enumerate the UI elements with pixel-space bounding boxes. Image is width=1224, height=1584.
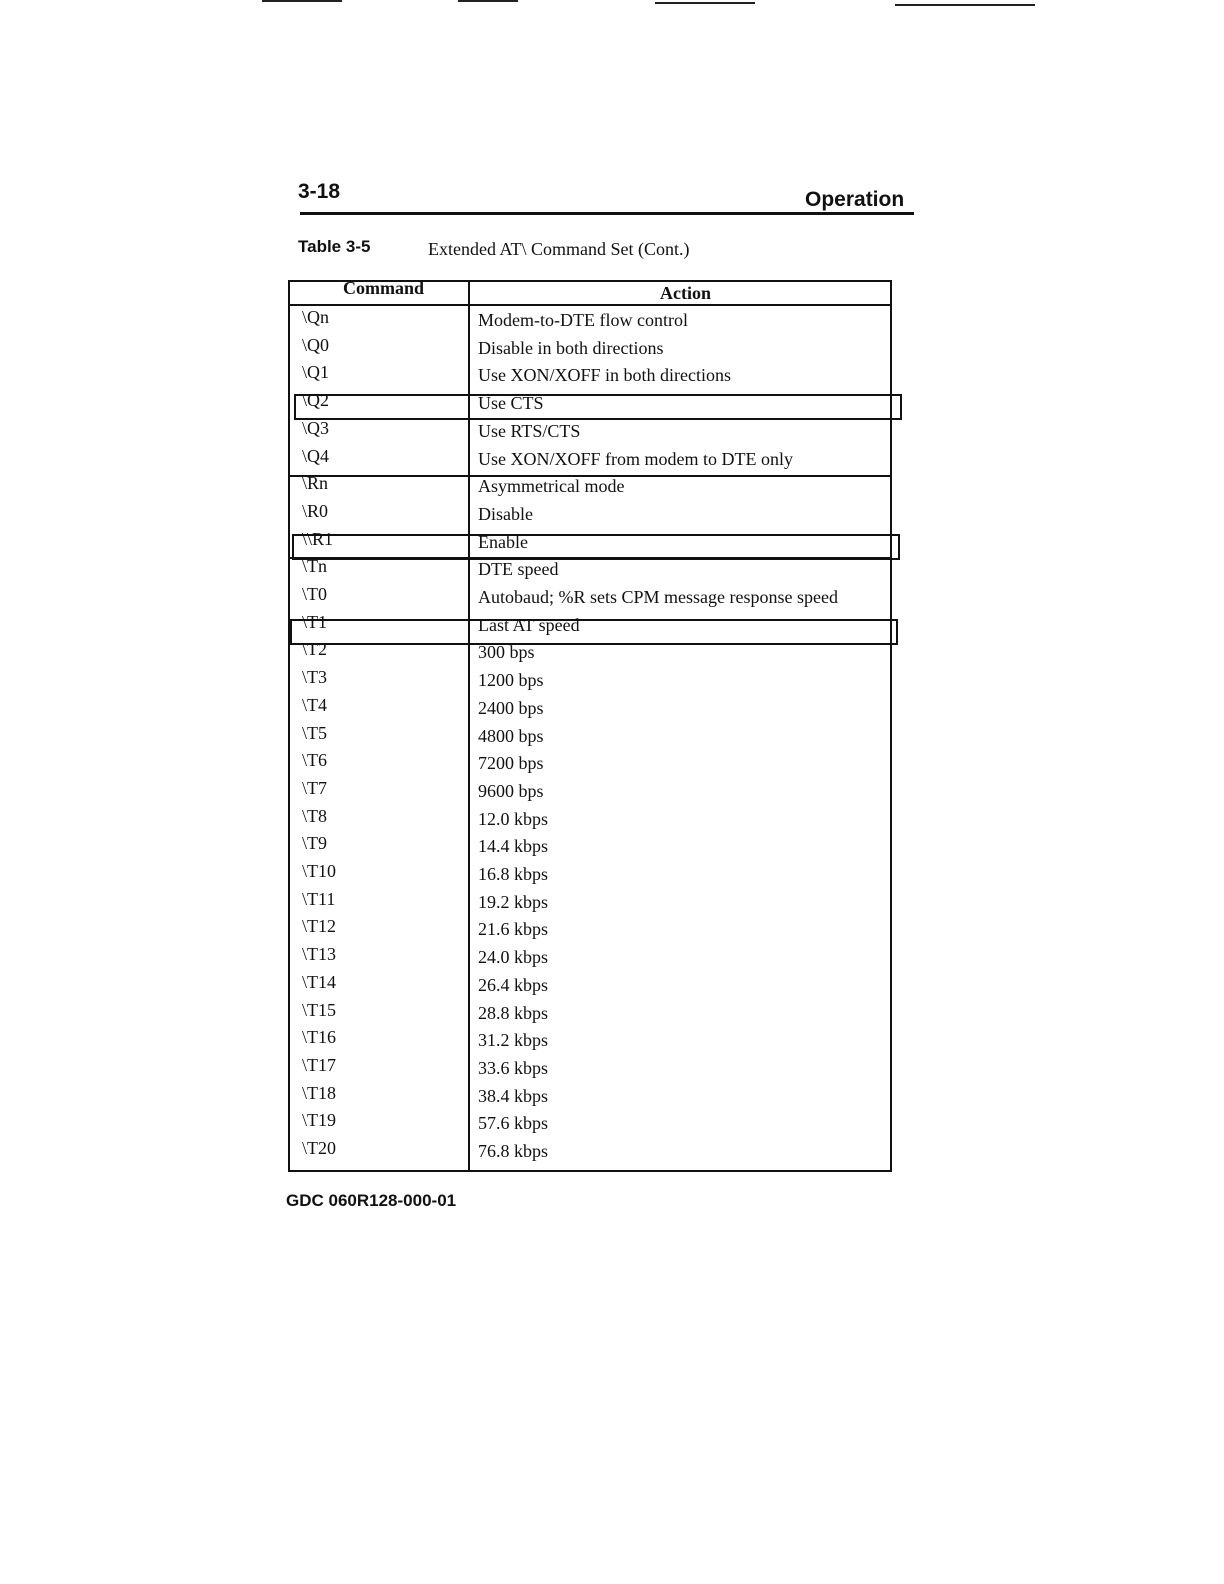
action-cell: Disable (478, 504, 533, 524)
action-cell: 1200 bps (478, 670, 544, 690)
command-cell: \Q4 (302, 446, 329, 466)
action-cell: 14.4 kbps (478, 836, 549, 856)
action-cell: 300 bps (478, 642, 535, 662)
command-cell: \R0 (302, 501, 329, 521)
action-cell: 21.6 kbps (478, 919, 549, 939)
action-cell: 16.8 kbps (478, 864, 549, 884)
action-cell: 33.6 kbps (478, 1058, 549, 1078)
action-cell: Use CTS (478, 393, 544, 413)
command-cell: \Tn (302, 556, 327, 576)
command-cell: \T15 (302, 1000, 336, 1020)
command-cell: \T4 (302, 695, 327, 715)
command-cell: \T13 (302, 944, 336, 964)
command-cell: \T2 (302, 639, 327, 659)
highlight-box (294, 394, 902, 420)
command-cell: \T5 (302, 723, 327, 743)
action-cell: 26.4 kbps (478, 975, 549, 995)
action-cell: 57.6 kbps (478, 1113, 549, 1133)
action-cell: Use XON/XOFF from modem to DTE only (478, 449, 793, 469)
command-cell: \T7 (302, 778, 327, 798)
command-cell: \T17 (302, 1055, 336, 1075)
action-cell: Autobaud; %R sets CPM message response speed (478, 587, 838, 607)
action-cell: Disable in both directions (478, 338, 664, 358)
action-cell: 76.8 kbps (478, 1141, 549, 1161)
command-cell: \T11 (302, 889, 336, 909)
action-cell: 7200 bps (478, 753, 544, 773)
document-number: GDC 060R128-000-01 (286, 1191, 457, 1210)
command-cell: \T20 (302, 1138, 336, 1158)
command-cell: \T6 (302, 750, 327, 770)
column-header-command: Command (343, 278, 425, 298)
table-label: Table 3-5 (298, 237, 371, 256)
scan-artifact (458, 0, 518, 2)
action-cell: 38.4 kbps (478, 1086, 549, 1106)
command-cell: \T14 (302, 972, 336, 992)
command-cell: \T10 (302, 861, 336, 881)
command-cell: \T0 (302, 584, 327, 604)
column-header-action: Action (660, 283, 711, 303)
action-cell: 24.0 kbps (478, 947, 549, 967)
highlight-box (290, 619, 898, 645)
scan-artifact (895, 4, 1035, 6)
action-cell: Enable (478, 532, 528, 552)
scan-artifact (655, 2, 755, 4)
scan-artifact (262, 0, 342, 2)
command-cell: \Qn (302, 307, 329, 327)
action-cell: Asymmetrical mode (478, 476, 625, 496)
command-cell: \T1 (302, 612, 327, 632)
command-cell: \Q2 (302, 390, 329, 410)
action-cell: Last AT speed (478, 615, 580, 635)
action-cell: Modem-to-DTE flow control (478, 310, 688, 330)
header-separator (288, 304, 892, 306)
command-cell: \Q0 (302, 335, 329, 355)
table-title: Extended AT\ Command Set (Cont.) (428, 239, 690, 259)
command-cell: \Rn (302, 473, 329, 493)
command-cell: \T19 (302, 1110, 336, 1130)
command-cell: \T16 (302, 1027, 336, 1047)
action-cell: 28.8 kbps (478, 1003, 549, 1023)
command-cell: \T8 (302, 806, 327, 826)
command-cell: \Q3 (302, 418, 329, 438)
page-number: 3-18 (298, 180, 341, 203)
action-cell: DTE speed (478, 559, 559, 579)
action-cell: 2400 bps (478, 698, 544, 718)
highlight-box (292, 534, 900, 560)
command-cell: \T18 (302, 1083, 336, 1103)
action-cell: 4800 bps (478, 726, 544, 746)
section-title: Operation (805, 188, 905, 211)
command-cell: \Q1 (302, 362, 329, 382)
command-cell: \T9 (302, 833, 327, 853)
header-rule (300, 212, 914, 215)
command-cell: \T3 (302, 667, 327, 687)
action-cell: Use XON/XOFF in both directions (478, 365, 731, 385)
action-cell: 19.2 kbps (478, 892, 549, 912)
action-cell: 31.2 kbps (478, 1030, 549, 1050)
command-cell: \\R1 (302, 529, 334, 549)
command-cell: \T12 (302, 916, 336, 936)
action-cell: Use RTS/CTS (478, 421, 581, 441)
action-cell: 12.0 kbps (478, 809, 549, 829)
action-cell: 9600 bps (478, 781, 544, 801)
